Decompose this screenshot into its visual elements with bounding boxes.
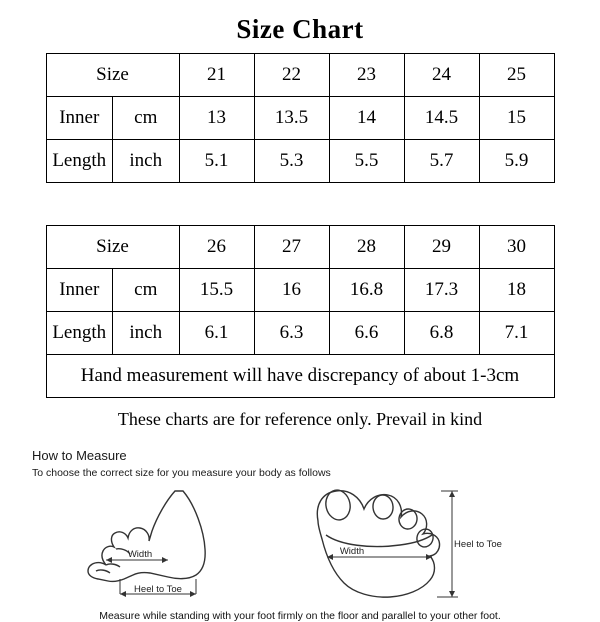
length-value-cell: 14.5 [404, 97, 479, 140]
size-value-cell: 29 [404, 226, 479, 269]
inner-label-cell-1: Inner [46, 97, 113, 140]
size-value-cell: 30 [479, 226, 554, 269]
size-value-cell: 21 [179, 54, 254, 97]
size-header-cell-1: Size [46, 54, 179, 97]
size-value-cell: 27 [254, 226, 329, 269]
foot-top-view-icon [317, 488, 439, 597]
size-value-cell: 25 [479, 54, 554, 97]
how-to-measure-heading: How to Measure [32, 448, 127, 463]
length-value-cell: 5.3 [254, 140, 329, 183]
page-title: Size Chart [236, 14, 364, 44]
unit-cell-inch: inch [113, 140, 180, 183]
length-value-cell: 13 [179, 97, 254, 140]
foot-side-view-icon [88, 491, 205, 581]
size-value-cell: 22 [254, 54, 329, 97]
unit-cell-cm: cm [113, 97, 180, 140]
table-row [46, 140, 554, 183]
length-value-cell: 15 [479, 97, 554, 140]
unit-cell-cm: cm [113, 269, 180, 312]
disclaimer-cell: Hand measurement will have discrepancy of about 1-3cm [46, 355, 554, 398]
length-value-cell: 5.7 [404, 140, 479, 183]
unit-cell-inch: inch [113, 312, 180, 355]
length-value-cell: 15.5 [179, 269, 254, 312]
length-value-cell: 13.5 [254, 97, 329, 140]
foot-diagram-svg [0, 483, 600, 608]
size-chart-table [46, 53, 555, 398]
table-row [46, 54, 554, 97]
length-value-cell: 6.3 [254, 312, 329, 355]
length-value-cell: 14 [329, 97, 404, 140]
size-header-cell-2: Size [46, 226, 179, 269]
length-value-cell: 5.9 [479, 140, 554, 183]
table-row [46, 226, 554, 269]
top-view-width-label: Width [339, 546, 365, 557]
length-value-cell: 6.6 [329, 312, 404, 355]
table-row [46, 312, 554, 355]
inner-label-cell-2: Inner [46, 269, 113, 312]
top-view-length-label: Heel to Toe [454, 539, 502, 550]
length-value-cell: 18 [479, 269, 554, 312]
length-value-cell: 17.3 [404, 269, 479, 312]
length-value-cell: 16 [254, 269, 329, 312]
size-value-cell: 24 [404, 54, 479, 97]
measurement-diagram [0, 483, 600, 608]
length-value-cell: 6.8 [404, 312, 479, 355]
measurement-footer-note: Measure while standing with your foot firmly on the floor and parallel to your other foot. [99, 610, 501, 622]
table-row [46, 97, 554, 140]
length-value-cell: 5.1 [179, 140, 254, 183]
size-chart-page [0, 14, 600, 622]
side-view-length-label: Heel to Toe [134, 584, 182, 595]
length-label-cell-1: Length [46, 140, 113, 183]
table-spacer-row [46, 183, 554, 226]
length-value-cell: 5.5 [329, 140, 404, 183]
how-to-measure-subheading: To choose the correct size for you measure your body as follows [32, 467, 331, 479]
size-value-cell: 26 [179, 226, 254, 269]
size-value-cell: 28 [329, 226, 404, 269]
length-value-cell: 16.8 [329, 269, 404, 312]
reference-note: These charts are for reference only. Prevail in kind [117, 409, 483, 429]
spacer-cell [46, 183, 554, 226]
size-value-cell: 23 [329, 54, 404, 97]
length-value-cell: 6.1 [179, 312, 254, 355]
table-row [46, 355, 554, 398]
length-value-cell: 7.1 [479, 312, 554, 355]
table-row [46, 269, 554, 312]
side-view-width-label: Width [127, 549, 153, 560]
length-label-cell-2: Length [46, 312, 113, 355]
